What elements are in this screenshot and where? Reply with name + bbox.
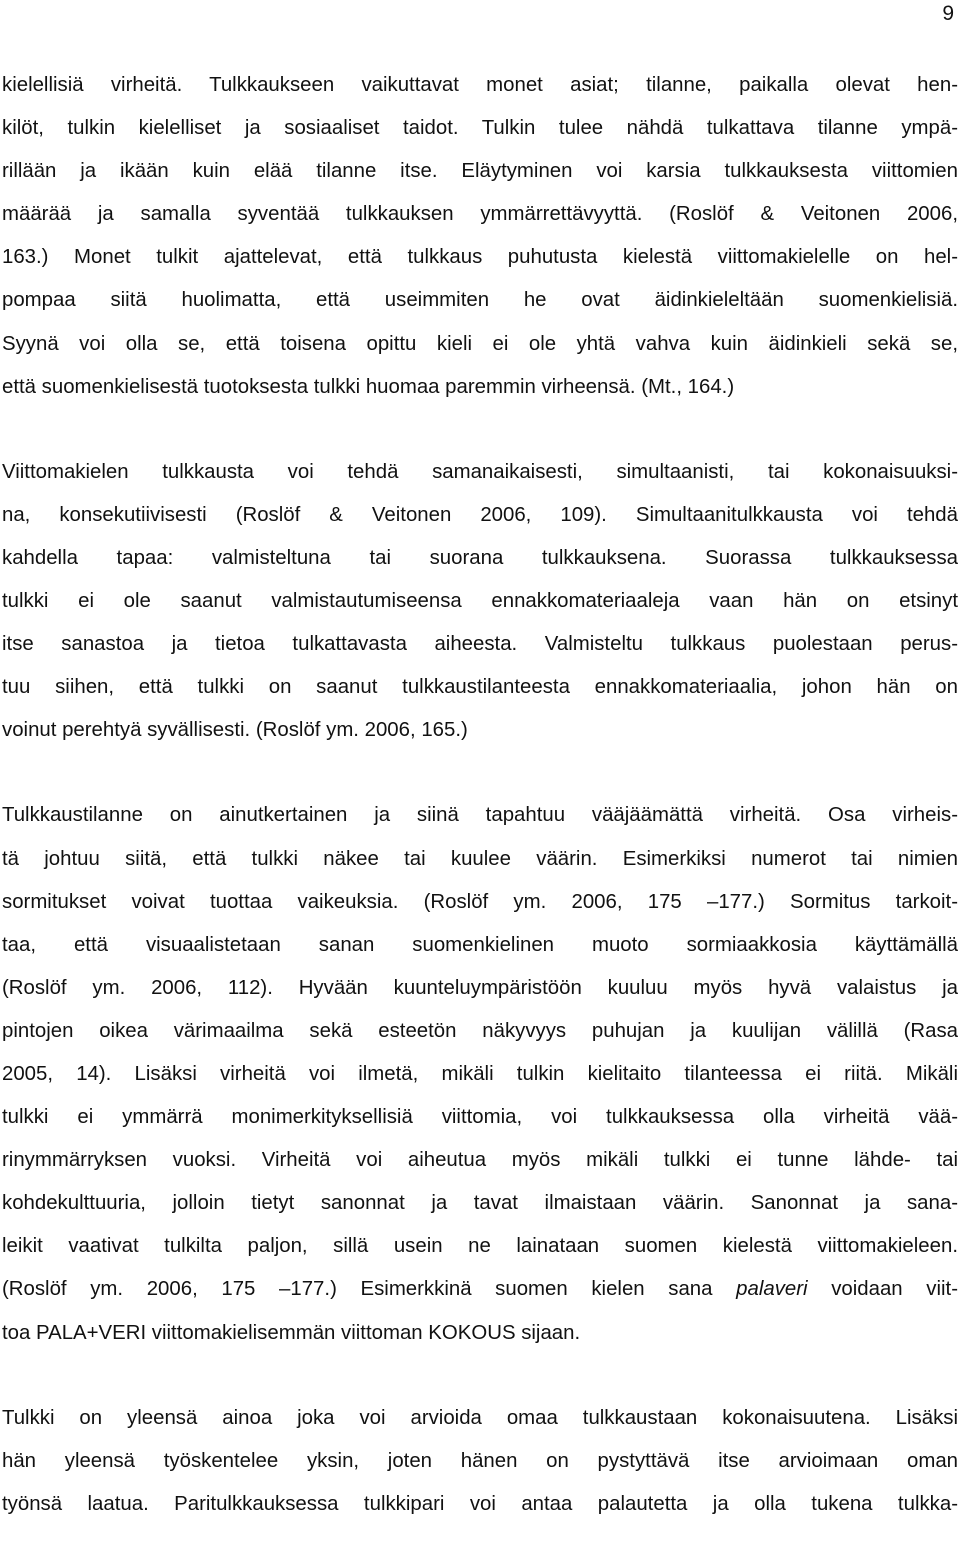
text-line: kilöt, tulkin kielelliset ja sosiaaliset taidot. Tulkin tulee nähdä tulkattava tilanne ympä- <box>2 117 958 140</box>
text-line: voinut perehtyä syvällisesti. (Roslöf ym. 2006, 165.) <box>2 719 468 742</box>
text-line: että suomenkielisestä tuotoksesta tulkki huomaa paremmin virheensä. (Mt., 164.) <box>2 375 735 398</box>
text-line: pompaa siitä huolimatta, että useimmiten he ovat äidinkieleltään suomenkielisiä. <box>2 289 958 312</box>
text-line: Viittomakielen tulkkausta voi tehdä samanaikaisesti, simultaanisti, tai kokonaisuuksi- <box>2 460 958 483</box>
page-number: 9 <box>942 2 954 25</box>
text-line: 163.) Monet tulkit ajattelevat, että tulkkaus puhutusta kielestä viittomakielelle on hel- <box>2 246 958 269</box>
paragraph-3 <box>2 794 958 1354</box>
text-line: sormitukset voivat tuottaa vaikeuksia. (Roslöf ym. 2006, 175 –177.) Sormitus tarkoit- <box>2 890 958 913</box>
paragraph-2 <box>2 451 958 753</box>
paragraph-4 <box>2 1397 958 1526</box>
text-line: tulkki ei ole saanut valmistautumiseensa ennakkomateriaaleja vaan hän on etsinyt <box>2 590 958 613</box>
text-line: Syynä voi olla se, että toisena opittu kieli ei ole yhtä vahva kuin äidinkieli sekä se, <box>2 332 958 355</box>
text-line: tä johtuu siitä, että tulkki näkee tai kuulee väärin. Esimerkiksi numerot tai nimien <box>2 847 958 870</box>
text-line: leikit vaativat tulkilta paljon, sillä usein ne lainataan suomen kielestä viittomakieleen. <box>2 1235 958 1258</box>
text-line: määrää ja samalla syventää tulkkauksen ymmärrettävyyttä. (Roslöf & Veitonen 2006, <box>2 203 958 226</box>
text-line: tuu siihen, että tulkki on saanut tulkkaustilanteesta ennakkomateriaalia, johon hän on <box>2 676 958 699</box>
text-line: pintojen oikea värimaailma sekä esteetön näkyvyys puhujan ja kuulijan välillä (Rasa <box>2 1019 958 1042</box>
text-line: kohdekulttuuria, jolloin tietyt sanonnat ja tavat ilmaistaan väärin. Sanonnat ja sana- <box>2 1192 958 1215</box>
text-line: tulkki ei ymmärrä monimerkityksellisiä viittomia, voi tulkkauksessa olla virheitä vää- <box>2 1106 958 1129</box>
text-line: na, konsekutiivisesti (Roslöf & Veitonen 2006, 109). Simultaanitulkkausta voi tehdä <box>2 503 958 526</box>
text-line: toa PALA+VERI viittomakielisemmän viittoman KOKOUS sijaan. <box>2 1321 581 1344</box>
text-line: Tulkki on yleensä ainoa joka voi arvioida omaa tulkkaustaan kokonaisuutena. Lisäksi <box>2 1406 958 1429</box>
text-line: (Roslöf ym. 2006, 112). Hyvään kuunteluympäristöön kuuluu myös hyvä valaistus ja <box>2 976 958 999</box>
text-line: rillään ja ikään kuin elää tilanne itse. Eläytyminen voi karsia tulkkauksesta viittomien <box>2 160 958 183</box>
text-line: 2005, 14). Lisäksi virheitä voi ilmetä, mikäli tulkin kielitaito tilanteessa ei riitä. Mikäli <box>2 1062 958 1085</box>
paragraph-1 <box>2 64 958 409</box>
text-line: kahdella tapaa: valmisteltuna tai suorana tulkkauksena. Suorassa tulkkauksessa <box>2 546 958 569</box>
text-line: hän yleensä työskentelee yksin, joten hänen on pystyttävä itse arvioimaan oman <box>2 1449 958 1472</box>
text-line: taa, että visuaalistetaan sanan suomenkielinen muoto sormiaakkosia käyttämällä <box>2 933 958 956</box>
text-line: (Roslöf ym. 2006, 175 –177.) Esimerkkinä suomen kielen sana palaveri voidaan viit- <box>2 1278 958 1301</box>
document-body <box>2 64 958 1568</box>
text-line: itse sanastoa ja tietoa tulkattavasta aiheesta. Valmisteltu tulkkaus puolestaan perus- <box>2 633 958 656</box>
text-line: kielellisiä virheitä. Tulkkaukseen vaikuttavat monet asiat; tilanne, paikalla olevat hen- <box>2 74 958 96</box>
text-line: työnsä laatua. Paritulkkauksessa tulkkipari voi antaa palautetta ja olla tukena tulkka- <box>2 1492 958 1515</box>
italic-word: palaveri <box>736 1278 808 1301</box>
text-line: rinymmärryksen vuoksi. Virheitä voi aiheutua myös mikäli tulkki ei tunne lähde- tai <box>2 1149 958 1172</box>
text-line: Tulkkaustilanne on ainutkertainen ja siinä tapahtuu vääjäämättä virheitä. Osa virheis- <box>2 804 958 827</box>
